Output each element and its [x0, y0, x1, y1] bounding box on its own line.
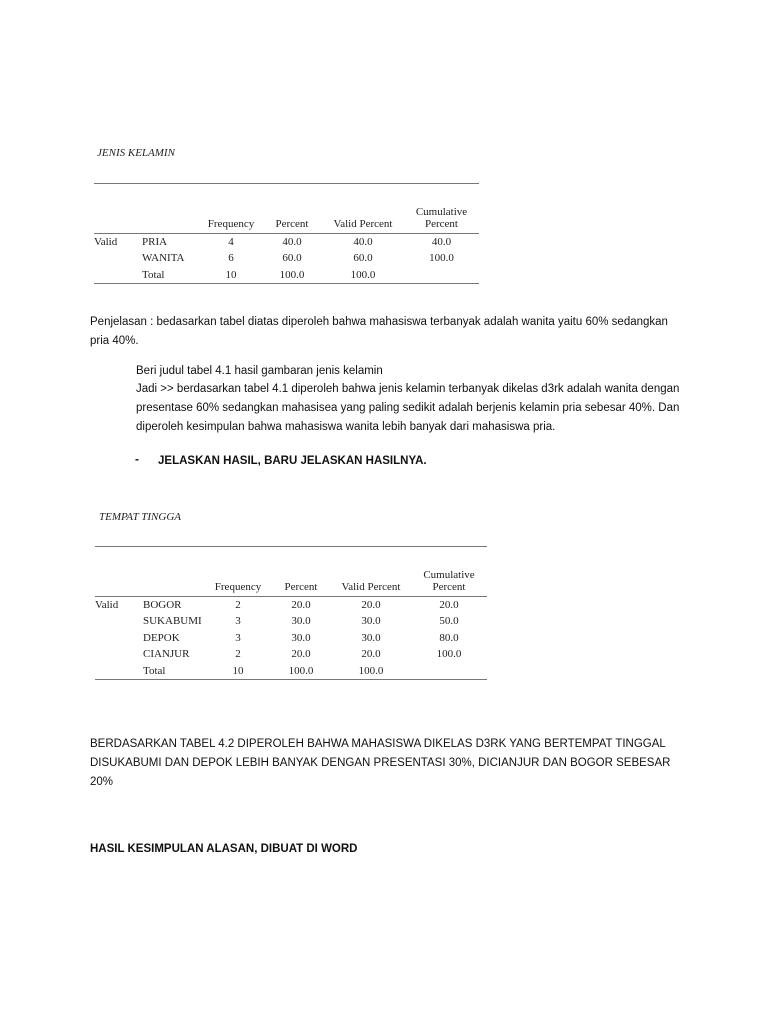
- table-cell: 20.0: [361, 599, 381, 611]
- table2-title: TEMPAT TINGGA: [99, 511, 182, 523]
- table-row: [95, 613, 487, 629]
- table-cell: Total: [143, 664, 166, 677]
- table-cell: [95, 613, 143, 629]
- table-cell: 100.0: [288, 664, 314, 677]
- column-header: [142, 206, 200, 234]
- table1-top-rule: [94, 183, 479, 184]
- table-cell: 2: [235, 599, 241, 611]
- table-cell: Total: [142, 268, 165, 281]
- table-row: [95, 663, 487, 680]
- table-cell: 100.0: [279, 268, 305, 281]
- table-cell: 6: [228, 252, 234, 265]
- table-cell: WANITA: [142, 252, 185, 265]
- table-cell: 40.0: [353, 236, 373, 248]
- table-cell: 100.0: [436, 648, 462, 661]
- column-header: Cumulative Percent: [415, 206, 468, 230]
- table-cell: 100.0: [358, 664, 384, 677]
- table-row: [94, 267, 479, 284]
- table-row: [94, 234, 479, 251]
- note-title-line: Beri judul tabel 4.1 hasil gambaran jenis kelamin: [136, 365, 383, 377]
- column-header: Valid Percent: [341, 581, 401, 593]
- table-cell: [94, 267, 142, 284]
- table-cell: 40.0: [282, 236, 302, 248]
- table-cell: 10: [232, 664, 244, 677]
- table-row: [94, 250, 479, 266]
- table2-top-rule: [95, 546, 487, 547]
- table-cell: 100.0: [350, 268, 376, 281]
- table-cell: 3: [235, 631, 241, 644]
- column-header: [143, 569, 205, 597]
- table-cell: [404, 267, 479, 284]
- column-header: Frequency: [207, 218, 255, 230]
- table-cell: [95, 630, 143, 646]
- table-cell: [95, 646, 143, 662]
- table-cell: CIANJUR: [143, 648, 190, 661]
- bullet-instruction: JELASKAN HASIL, BARU JELASKAN HASILNYA.: [158, 455, 427, 467]
- table-cell: 30.0: [361, 615, 381, 628]
- column-header: [94, 206, 142, 234]
- table-row: [95, 597, 487, 614]
- table-cell: 20.0: [291, 599, 311, 611]
- table2-explanation-paragraph: BERDASARKAN TABEL 4.2 DIPEROLEH BAHWA MAHASISWA DIKELAS D3RK YANG BERTEMPAT TINGGAL DISUKABUMI DAN DEPOK LEBIH BANYAK DENGAN PRESENTASI 30%, DICIANJUR DAN BOGOR SEBESAR 20%: [90, 738, 671, 788]
- table-header-row: [95, 569, 487, 597]
- jenis-kelamin-table: [94, 206, 479, 284]
- table-cell: [411, 663, 487, 680]
- table-cell: 2: [235, 648, 241, 661]
- table-cell: 30.0: [361, 631, 381, 644]
- table-cell: PRIA: [142, 236, 168, 248]
- table-cell: SUKABUMI: [143, 615, 202, 628]
- column-header: Valid Percent: [333, 218, 393, 230]
- table-cell: [94, 250, 142, 266]
- table-cell: 60.0: [353, 252, 373, 265]
- table-cell: 30.0: [291, 631, 311, 644]
- table1-title: JENIS KELAMIN: [97, 147, 175, 159]
- table-cell: 100.0: [429, 252, 454, 265]
- tempat-tinggal-table: [95, 569, 487, 680]
- column-header: Percent: [275, 218, 309, 230]
- table-cell: [95, 663, 143, 680]
- table-cell: 80.0: [439, 631, 459, 644]
- column-header: Cumulative Percent: [423, 569, 475, 593]
- table-cell: Valid: [95, 599, 119, 611]
- table-row: [95, 630, 487, 646]
- conclusion-heading: HASIL KESIMPULAN ALASAN, DIBUAT DI WORD: [90, 843, 358, 855]
- table-cell: 20.0: [291, 648, 311, 661]
- bullet-marker: -: [135, 452, 139, 466]
- column-header: Frequency: [214, 581, 262, 593]
- column-header: [95, 569, 143, 597]
- table-cell: 4: [228, 236, 234, 248]
- table-cell: 60.0: [282, 252, 302, 265]
- column-header: Percent: [284, 581, 318, 593]
- table-cell: 10: [225, 268, 237, 281]
- note-body: Jadi >> berdasarkan tabel 4.1 diperoleh bahwa jenis kelamin terbanyak dikelas d3rk adalah wanita dengan presentase 60% sedangkan mahasisea yang paling sedikit adalah berjenis kelamin pria sebesar 40%. Dan diperoleh kesimpulan bahwa mahasiswa wanita lebih banyak dari mahasiswa pria.: [136, 383, 680, 433]
- table-row: [95, 646, 487, 662]
- explanation-paragraph: Penjelasan : bedasarkan tabel diatas diperoleh bahwa mahasiswa terbanyak adalah wanita yaitu 60% sedangkan pria 40%.: [90, 316, 668, 347]
- table-cell: 50.0: [439, 615, 459, 628]
- table-cell: 40.0: [431, 236, 452, 248]
- table-cell: DEPOK: [143, 631, 180, 644]
- table-cell: BOGOR: [143, 599, 182, 611]
- table-cell: 30.0: [291, 615, 311, 628]
- table-cell: Valid: [94, 236, 118, 248]
- table-cell: 20.0: [361, 648, 381, 661]
- table-cell: 20.0: [439, 599, 459, 611]
- table-cell: 3: [235, 615, 241, 628]
- table-header-row: [94, 206, 479, 234]
